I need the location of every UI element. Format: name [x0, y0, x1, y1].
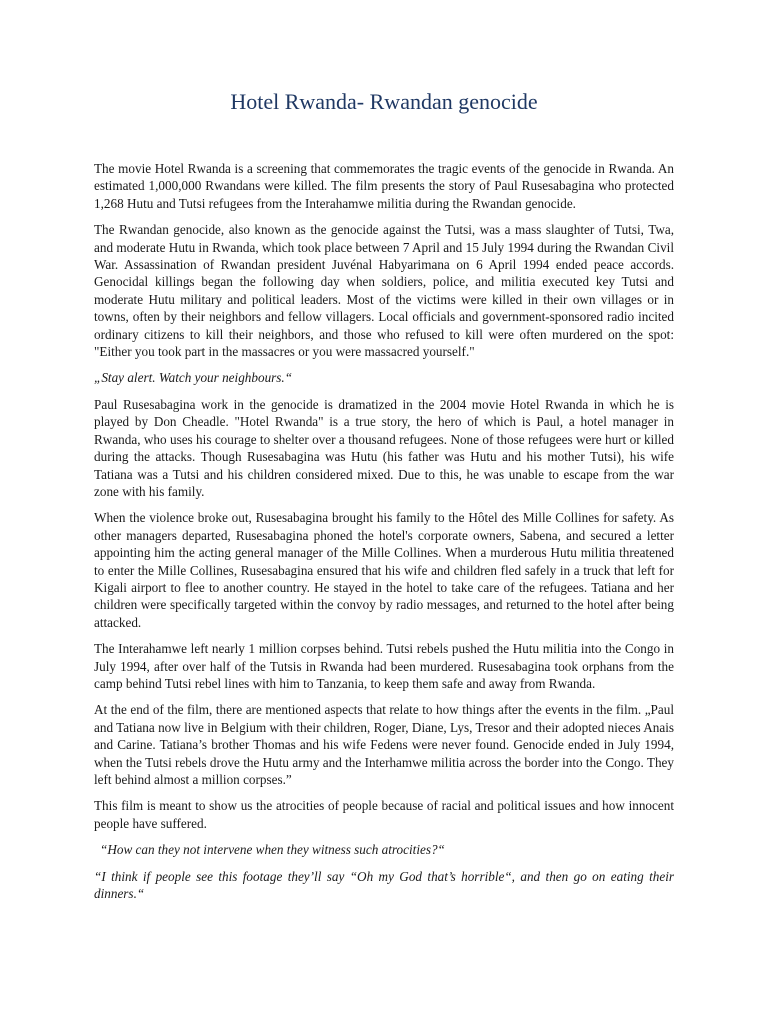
paragraph-genocide-background: The Rwandan genocide, also known as the genocide against the Tutsi, was a mass slaughter of Tutsi, Twa, and moderate Hutu in Rwanda, which took place between 7 April and 15 July 1994 during the Rwandan Civil War. Assassination of Rwandan president Juvénal Habyarimana on 6 April 1994 ended peace accords. Genocidal killings began the following day when soldiers, police, and militia executed key Tutsi and moderate Hutu military and political leaders. Most of the victims were killed in their own villages or in towns, often by their neighbors and fellow villagers. Local officials and government-sponsored radio incited ordinary citizens to kill their neighbors, and those who refused to kill were often murdered on the spot: "Either you took part in the massacres or you were massacred yourself.": [94, 222, 674, 360]
paragraph-intro: The movie Hotel Rwanda is a screening that commemorates the tragic events of the genocide in Rwanda. An estimated 1,000,000 Rwandans were killed. The film presents the story of Paul Rusesabagina who protected 1,268 Hutu and Tutsi refugees from the Interahamwe militia during the Rwandan genocide.: [94, 161, 674, 211]
paragraph-end-of-film: At the end of the film, there are mentioned aspects that relate to how things after the events in the film. „Paul and Tatiana now live in Belgium with their children, Roger, Diane, Lys, Tresor and their adopted nieces Anais and Carine. Tatiana’s brother Thomas and his wife Fedens were never found. Genocide ended in July 1994, when the Tutsi rebels drove the Hutu army and the Interhamwe militia across the border into the Congo. They left behind almost a million corpses.”: [94, 702, 674, 787]
quote-intervene: “How can they not intervene when they witness such atrocities?“: [100, 842, 445, 858]
quote-stay-alert: „Stay alert. Watch your neighbours.“: [94, 370, 293, 386]
paragraph-rusesabagina: Paul Rusesabagina work in the genocide is dramatized in the 2004 movie Hotel Rwanda in which he is played by Don Cheadle. "Hotel Rwanda" is a true story, the hero of which is Paul, a hotel manager in Rwanda, who uses his courage to shelter over a thousand refugees. None of those refugees were hurt or killed during the attacks. Though Rusesabagina was Hutu (his father was Hutu and his mother Tutsi), his wife Tatiana was a Tutsi and his children considered mixed. Due to this, he was unable to escape from the war zone with his family.: [94, 396, 674, 499]
document-title: Hotel Rwanda- Rwandan genocide: [230, 89, 538, 114]
quote-footage: “I think if people see this footage they’ll say “Oh my God that’s horrible“, and then go on eating their dinners.“: [94, 868, 674, 902]
paragraph-hotel-mille-collines: When the violence broke out, Rusesabagina brought his family to the Hôtel des Mille Collines for safety. As other managers departed, Rusesabagina phoned the hotel's corporate owners, Sabena, and secured a letter appointing him the acting general manager of the Mille Collines. When a murderous Hutu militia threatened to enter the Mille Collines, Rusesabagina ensured that his wife and children fled safely in a truck that left for Kigali airport to flee to another country. He stayed in the hotel to take care of the refugees. Tatiana and her children were specifically targeted within the convoy by radio messages, and returned to the hotel after being attacked.: [94, 510, 674, 630]
paragraph-interahamwe: The Interahamwe left nearly 1 million corpses behind. Tutsi rebels pushed the Hutu militia into the Congo in July 1994, after over half of the Tutsis in Rwanda had been murdered. Rusesabagina took orphans from the camp behind Tutsi rebel lines with him to Tanzania, to keep them safe and away from Rwanda.: [94, 641, 674, 691]
paragraph-film-meaning: This film is meant to show us the atrocities of people because of racial and political issues and how innocent people have suffered.: [94, 798, 674, 831]
